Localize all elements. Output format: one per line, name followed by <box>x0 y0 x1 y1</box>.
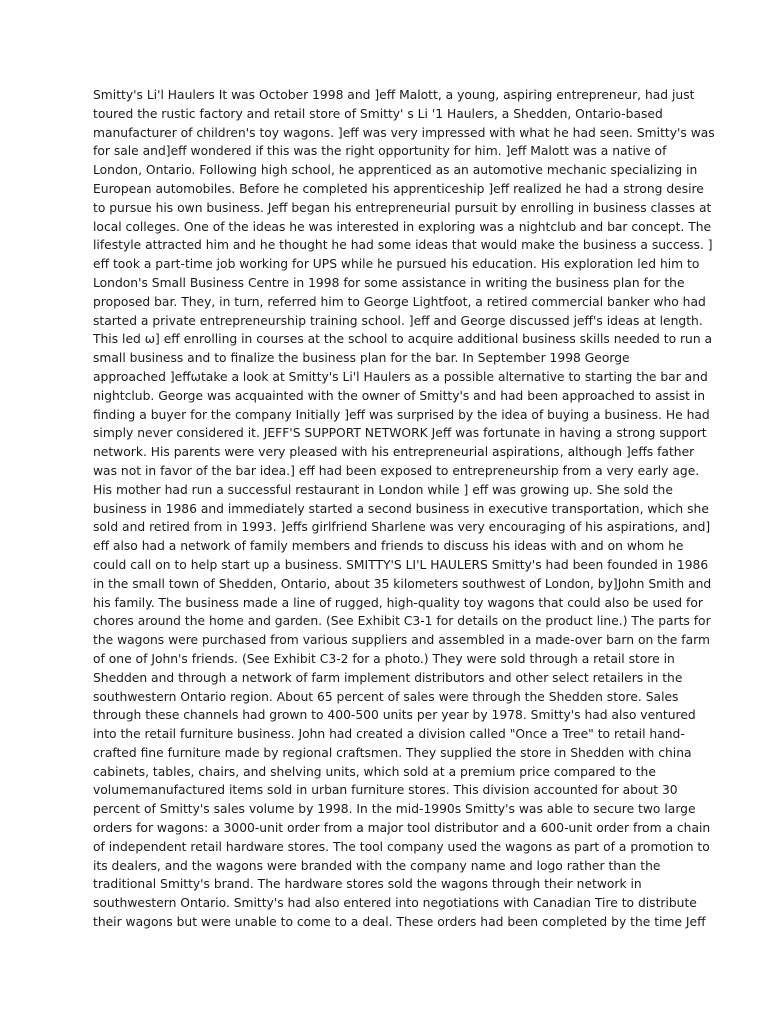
text-line: Smitty's Li'l Haulers It was October 1998 and ]eff Malott, a young, aspiring entrepreneur, had just <box>93 88 695 102</box>
text-line: approached ]effωtake a look at Smitty's Li'l Haulers as a possible alternative to starting the bar and <box>93 369 708 384</box>
text-line: chores around the home and garden. (See Exhibit C3-1 for details on the product line.) The parts for <box>93 614 711 629</box>
text-line: southwestern Ontario region. About 65 percent of sales were through the Shedden store. Sales <box>93 689 679 704</box>
text-line: nightclub. George was acquainted with the owner of Smitty's and had been approached to assist in <box>93 388 706 403</box>
text-line: sold and retired from in 1993. ]effs girlfriend Sharlene was very encouraging of his aspirations, and] <box>93 520 711 535</box>
text-line: in the small town of Shedden, Ontario, about 35 kilometers southwest of London, by]John Smith and <box>93 576 712 591</box>
text-line: their wagons but were unable to come to a deal. These orders had been completed by the time Jeff <box>93 915 706 930</box>
text-line: European automobiles. Before he completed his apprenticeship ]eff realized he had a strong desire <box>93 181 704 196</box>
text-line: network. His parents were very pleased with his entrepreneurial aspirations, although ]effs father <box>93 445 695 460</box>
text-line: London's Small Business Centre in 1998 for some assistance in writing the business plan for the <box>93 275 685 290</box>
text-line: orders for wagons: a 3000-unit order from a major tool distributor and a 600-unit order from a chain <box>93 821 711 836</box>
text-line: eff took a part-time job working for UPS while he pursued his education. His exploration led him to <box>93 257 700 272</box>
text-line: percent of Smitty's sales volume by 1998. In the mid-1990s Smitty's was able to secure two large <box>93 802 696 817</box>
text-line: for sale and]eff wondered if this was the right opportunity for him. ]eff Malott was a native of <box>93 144 667 159</box>
text-line: traditional Smitty's brand. The hardware stores sold the wagons through their network in <box>93 877 642 892</box>
text-line: manufacturer of children's toy wagons. ]eff was very impressed with what he had seen. Smitty's was <box>93 125 715 140</box>
text-line: Shedden and through a network of farm implement distributors and other select retailers in the <box>93 670 683 685</box>
text-line: finding a buyer for the company Initially ]eff was surprised by the idea of buying a business. He had <box>93 407 710 422</box>
text-line: lifestyle attracted him and he thought he had some ideas that would make the business a success. ] <box>93 238 713 253</box>
text-line: London, Ontario. Following high school, he apprenticed as an automotive mechanic specializing in <box>93 163 698 178</box>
text-line: small business and to finalize the business plan for the bar. In September 1998 George <box>93 351 630 366</box>
text-line: could call on to help start up a business. SMITTY'S LI'L HAULERS Smitty's had been founded in 1986 <box>93 557 709 572</box>
text-line: into the retail furniture business. John had created a division called "Once a Tree" to retail hand- <box>93 727 685 742</box>
text-line: business in 1986 and immediately started a second business in executive transportation, which she <box>93 501 709 516</box>
text-line: through these channels had grown to 400-500 units per year by 1978. Smitty's had also ventured <box>93 708 696 723</box>
text-line: proposed bar. They, in turn, referred him to George Lightfoot, a retired commercial banker who had <box>93 294 706 309</box>
text-line: toured the rustic factory and retail store of Smitty' s Li '1 Haulers, a Shedden, Ontario-based <box>93 106 663 121</box>
text-line: crafted fine furniture made by regional craftsmen. They supplied the store in Shedden with china <box>93 745 692 760</box>
text-line: of independent retail hardware stores. The tool company used the wagons as part of a promotion to <box>93 839 710 854</box>
text-line: southwestern Ontario. Smitty's had also entered into negotiations with Canadian Tire to distribute <box>93 896 697 911</box>
text-line: cabinets, tables, chairs, and shelving units, which sold at a premium price compared to the <box>93 764 656 779</box>
text-line: to pursue his own business. Jeff began his entrepreneurial pursuit by enrolling in business classes at <box>93 200 712 215</box>
text-line: was not in favor of the bar idea.] eff had been exposed to entrepreneurship from a very early age. <box>93 463 700 478</box>
text-line: simply never considered it. JEFF'S SUPPORT NETWORK Jeff was fortunate in having a strong support <box>93 426 707 441</box>
text-line: its dealers, and the wagons were branded with the company name and logo rather than the <box>93 858 661 873</box>
text-line: the wagons were purchased from various suppliers and assembled in a made-over barn on the farm <box>93 633 710 648</box>
text-line: volumemanufactured items sold in urban furniture stores. This division accounted for about 30 <box>93 783 678 798</box>
text-line: local colleges. One of the ideas he was interested in exploring was a nightclub and bar concept. The <box>93 219 712 234</box>
text-line: started a private entrepreneurship training school. ]eff and George discussed jeff's ideas at length. <box>93 313 703 328</box>
text-line: His mother had run a successful restaurant in London while ] eff was growing up. She sold the <box>93 482 673 497</box>
text-line: This led ω] eff enrolling in courses at the school to acquire additional business skills needed to run a <box>93 332 713 347</box>
text-line: eff also had a network of family members and friends to discuss his ideas with and on whom he <box>93 539 684 554</box>
body-text <box>93 86 715 932</box>
text-line: of one of John's friends. (See Exhibit C3-2 for a photo.) They were sold through a retail store in <box>93 651 675 666</box>
text-line: his family. The business made a line of rugged, high-quality toy wagons that could also be used for <box>93 595 703 610</box>
